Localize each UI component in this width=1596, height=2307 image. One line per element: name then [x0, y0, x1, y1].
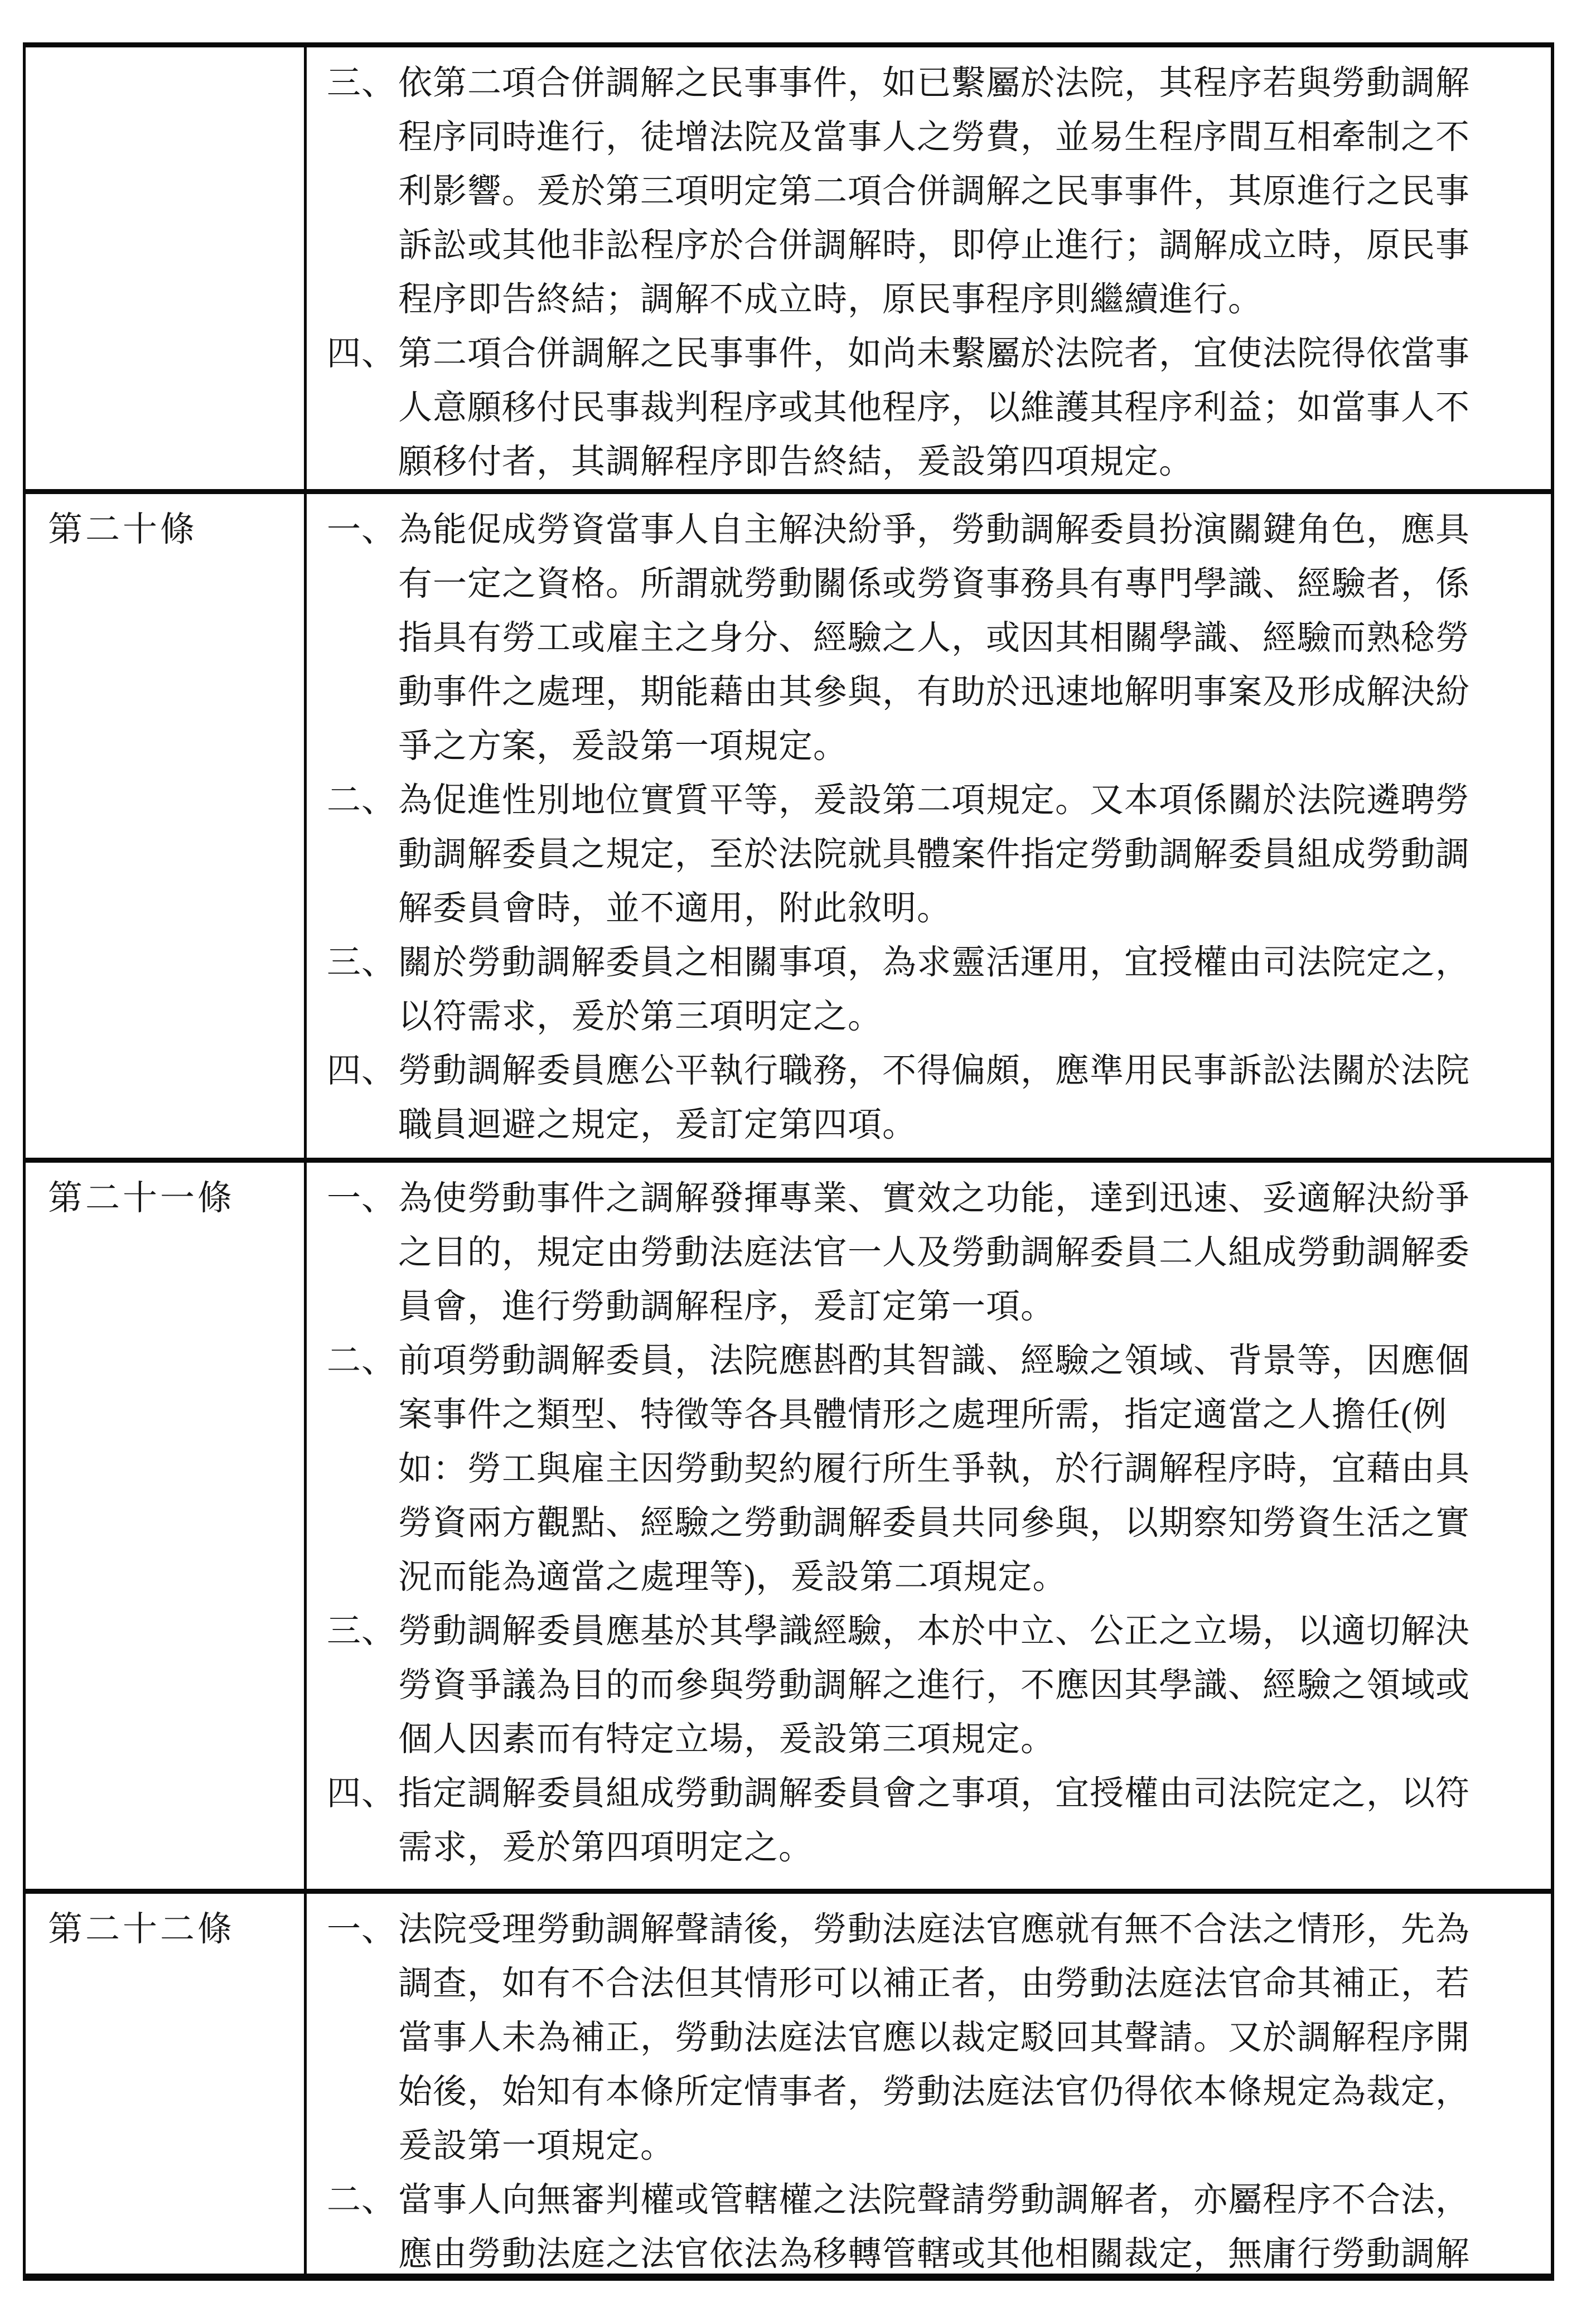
text-line: 況而能為適當之處理等)，爰設第二項規定。	[398, 1559, 1067, 1596]
text-line: 勞資兩方觀點、經驗之勞動調解委員共同參與，以期察知勞資生活之實	[398, 1505, 1471, 1542]
item-number: 三、	[327, 1613, 396, 1650]
text-line: 需求，爰於第四項明定之。	[398, 1829, 814, 1866]
explanation-item	[327, 1767, 1541, 1875]
item-number: 二、	[327, 782, 396, 819]
article-number-cell	[26, 494, 307, 1158]
article-number: 第二十一條	[48, 1179, 235, 1217]
text-line: 指定調解委員組成勞動調解委員會之事項，宜授權由司法院定之，以符	[398, 1775, 1471, 1812]
item-number: 四、	[327, 1052, 396, 1090]
article-explanation-cell	[307, 1163, 1551, 1889]
explanation-item	[327, 1604, 1541, 1767]
explanation-item	[327, 327, 1541, 489]
text-line: 依第二項合併調解之民事事件，如已繫屬於法院，其程序若與勞動調解	[398, 65, 1471, 102]
text-line: 勞動調解委員應公平執行職務，不得偏頗，應準用民事訴訟法關於法院	[398, 1052, 1471, 1090]
text-line: 當事人未為補正，勞動法庭法官應以裁定駁回其聲請。又於調解程序開	[398, 2019, 1471, 2057]
article-explanation-cell	[307, 494, 1551, 1158]
text-line: 職員迴避之規定，爰訂定第四項。	[398, 1106, 917, 1144]
item-number: 一、	[327, 511, 396, 549]
explanation-item	[327, 56, 1541, 327]
explanation-item	[327, 1044, 1541, 1152]
text-line: 調查，如有不合法但其情形可以補正者，由勞動法庭法官命其補正，若	[398, 1965, 1471, 2003]
article-number-cell	[26, 47, 307, 489]
text-line: 爭之方案，爰設第一項規定。	[398, 728, 848, 765]
text-line: 人意願移付民事裁判程序或其他程序，以維護其程序利益；如當事人不	[398, 389, 1471, 427]
item-number: 三、	[327, 944, 396, 981]
article-row	[26, 1889, 1551, 2274]
explanation-item	[327, 1903, 1541, 2173]
text-line: 為能促成勞資當事人自主解決紛爭，勞動調解委員扮演關鍵角色，應具	[398, 511, 1471, 549]
article-number-cell	[26, 1894, 307, 2274]
explanation-item	[327, 773, 1541, 936]
item-number: 一、	[327, 1180, 396, 1217]
text-line: 程序即告終結；調解不成立時，原民事程序則繼續進行。	[398, 281, 1263, 318]
text-line: 法院受理勞動調解聲請後，勞動法庭法官應就有無不合法之情形，先為	[398, 1911, 1471, 1948]
explanation-item	[327, 1172, 1541, 1334]
text-line: 爰設第一項規定。	[398, 2127, 675, 2165]
text-line: 願移付者，其調解程序即告終結，爰設第四項規定。	[398, 443, 1194, 481]
text-line: 個人因素而有特定立場，爰設第三項規定。	[398, 1721, 1056, 1758]
article-row	[26, 489, 1551, 1158]
text-line: 勞資爭議為目的而參與勞動調解之進行，不應因其學識、經驗之領域或	[398, 1667, 1471, 1704]
text-line: 案事件之類型、特徵等各具體情形之處理所需，指定適當之人擔任(例	[398, 1396, 1448, 1434]
text-line: 員會，進行勞動調解程序，爰訂定第一項。	[398, 1288, 1056, 1326]
explanation-item	[327, 1334, 1541, 1604]
text-line: 程序同時進行，徒增法院及當事人之勞費，並易生程序間互相牽制之不	[398, 119, 1471, 156]
article-row	[26, 1158, 1551, 1889]
item-number: 四、	[327, 335, 396, 373]
article-explanation-cell	[307, 1894, 1551, 2274]
article-number: 第二十條	[48, 511, 198, 549]
item-number: 二、	[327, 1342, 396, 1380]
item-number: 二、	[327, 2182, 396, 2219]
text-line: 第二項合併調解之民事事件，如尚未繫屬於法院者，宜使法院得依當事	[398, 335, 1471, 373]
articles-table	[23, 42, 1554, 2281]
text-line: 指具有勞工或雇主之身分、經驗之人，或因其相關學識、經驗而熟稔勞	[398, 620, 1471, 657]
article-number: 第二十二條	[48, 1911, 235, 1948]
article-explanation-cell	[307, 47, 1551, 489]
article-number-cell	[26, 1163, 307, 1889]
text-line: 勞動調解委員應基於其學識經驗，本於中立、公正之立場，以適切解決	[398, 1613, 1471, 1650]
text-line: 當事人向無審判權或管轄權之法院聲請勞動調解者，亦屬程序不合法，	[398, 2182, 1471, 2219]
text-line: 利影響。爰於第三項明定第二項合併調解之民事事件，其原進行之民事	[398, 173, 1471, 210]
explanation-item	[327, 936, 1541, 1044]
text-line: 如：勞工與雇主因勞動契約履行所生爭執，於行調解程序時，宜藉由具	[398, 1450, 1471, 1488]
text-line: 前項勞動調解委員，法院應斟酌其智識、經驗之領域、背景等，因應個	[398, 1342, 1471, 1380]
text-line: 關於勞動調解委員之相關事項，為求靈活運用，宜授權由司法院定之，	[398, 944, 1471, 981]
text-line: 訴訟或其他非訟程序於合併調解時，即停止進行；調解成立時，原民事	[398, 227, 1471, 264]
item-number: 四、	[327, 1775, 396, 1812]
text-line: 解委員會時，並不適用，附此敘明。	[398, 890, 952, 927]
text-line: 有一定之資格。所謂就勞動關係或勞資事務具有專門學識、經驗者，係	[398, 565, 1471, 603]
explanation-item	[327, 503, 1541, 773]
text-line: 動事件之處理，期能藉由其參與，有助於迅速地解明事案及形成解決紛	[398, 674, 1471, 711]
article-row	[26, 47, 1551, 489]
explanation-item	[327, 2173, 1541, 2274]
text-line: 始後，始知有本條所定情事者，勞動法庭法官仍得依本條規定為裁定，	[398, 2073, 1471, 2111]
text-line: 應由勞動法庭之法官依法為移轉管轄或其他相關裁定，無庸行勞動調解	[398, 2236, 1471, 2273]
text-line: 為促進性別地位實質平等，爰設第二項規定。又本項係關於法院遴聘勞	[398, 782, 1471, 819]
text-line: 以符需求，爰於第三項明定之。	[398, 998, 883, 1036]
text-line: 動調解委員之規定，至於法院就具體案件指定勞動調解委員組成勞動調	[398, 836, 1471, 873]
item-number: 三、	[327, 65, 396, 102]
text-line: 之目的，規定由勞動法庭法官一人及勞動調解委員二人組成勞動調解委	[398, 1234, 1471, 1271]
text-line: 為使勞動事件之調解發揮專業、實效之功能，達到迅速、妥適解決紛爭	[398, 1180, 1471, 1217]
item-number: 一、	[327, 1911, 396, 1948]
